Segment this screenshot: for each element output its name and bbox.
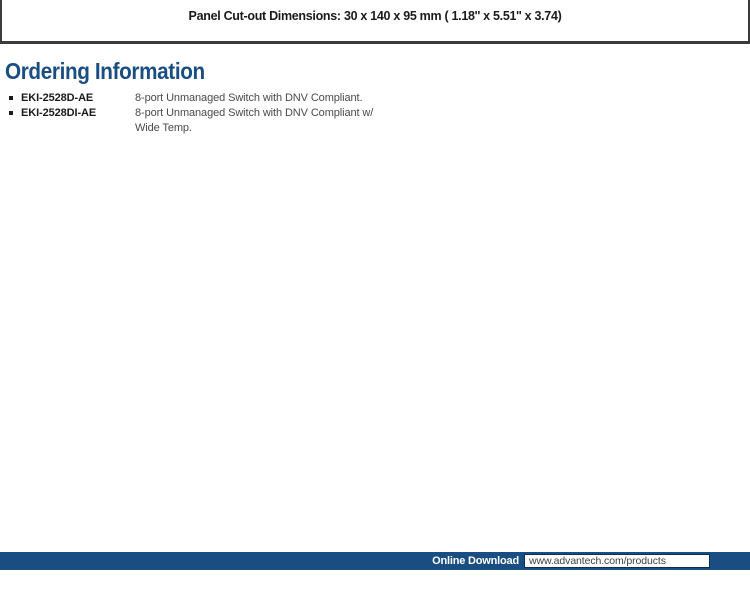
- download-url-box[interactable]: [524, 554, 710, 568]
- description-line: 8-port Unmanaged Switch with DNV Compliant w/: [135, 107, 374, 119]
- panel-cutout-text: Panel Cut-out Dimensions: 30 x 140 x 95 mm ( 1.18'' x 5.51'' x 3.74): [188, 9, 562, 23]
- description-line: Wide Temp.: [135, 122, 192, 134]
- bullet-icon: [9, 111, 13, 115]
- bullet-icon: [9, 96, 13, 100]
- ordering-information-title: Ordering Information: [5, 58, 205, 84]
- model-name: EKI-2528DI-AE: [21, 107, 97, 119]
- ordering-list: [9, 91, 609, 136]
- description-line: 8-port Unmanaged Switch with DNV Compliant.: [135, 92, 363, 104]
- model-description: [135, 91, 362, 106]
- model-name: EKI-2528D-AE: [21, 92, 94, 104]
- panel-cutout-box: [0, 0, 750, 44]
- model-description: [135, 106, 373, 136]
- online-download-bar: [0, 552, 750, 570]
- download-url-text[interactable]: www.advantech.com/products: [529, 555, 666, 567]
- list-item: [9, 91, 609, 106]
- online-download-label: Online Download: [432, 555, 519, 567]
- list-item: [9, 106, 609, 136]
